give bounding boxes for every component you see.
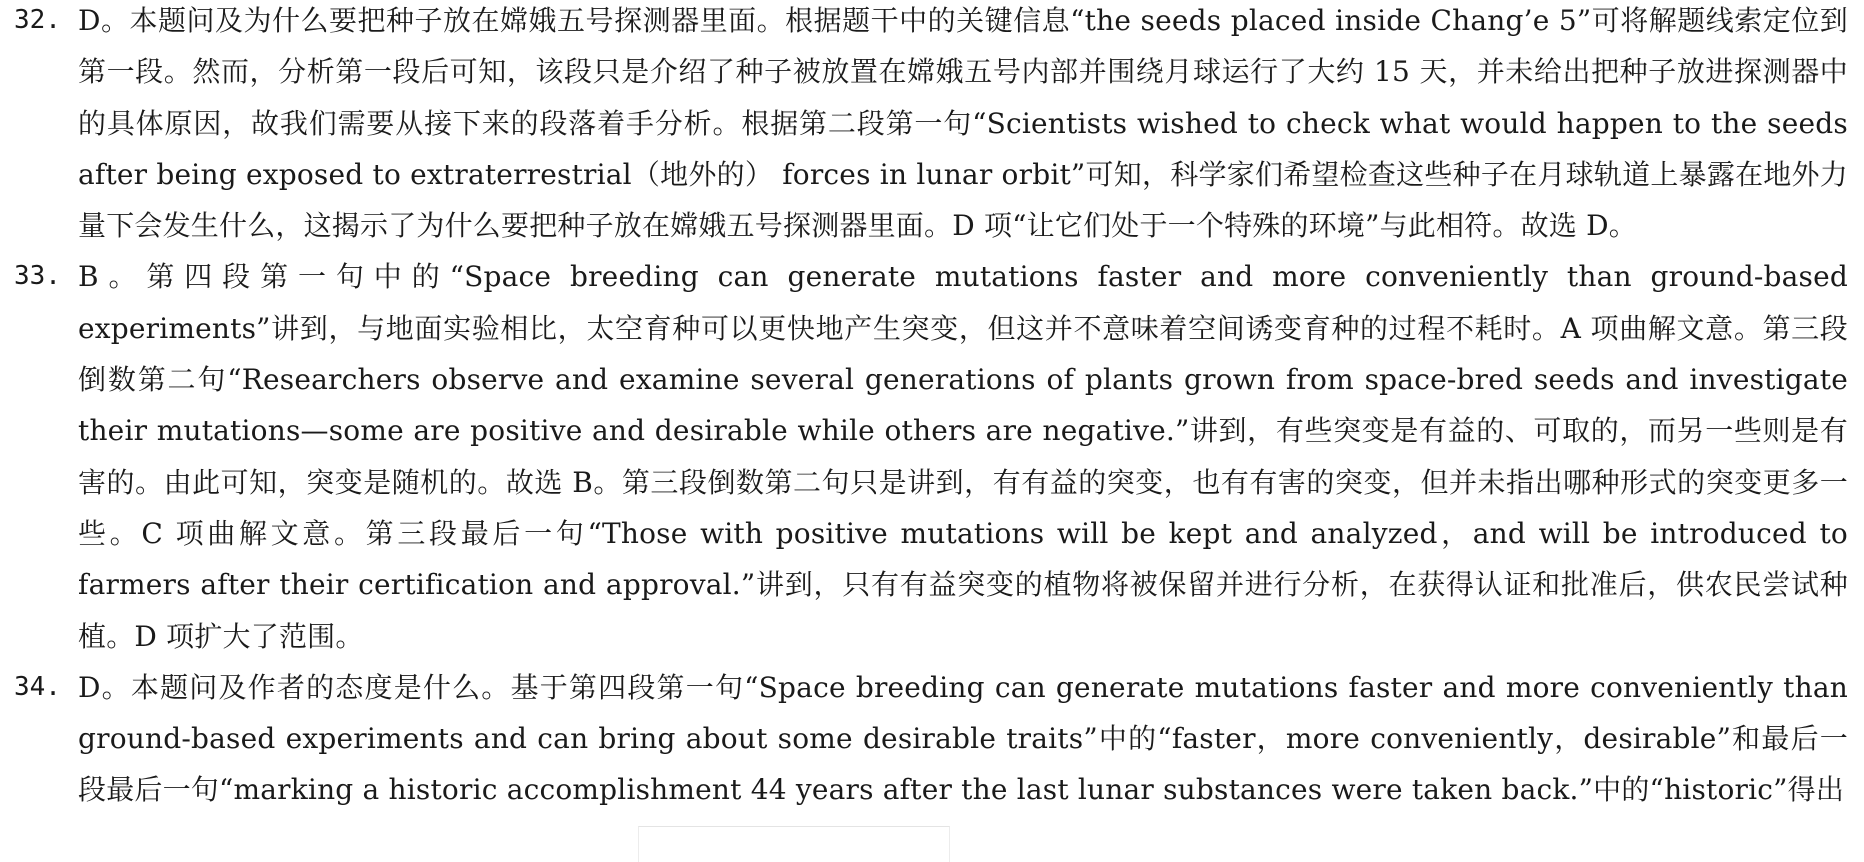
answer-item-33 (0, 251, 1864, 661)
question-number: 34. (14, 671, 61, 702)
explanation-text: B。第四段第一句中的“Space breeding can generate mutations faster and more conveniently than ground-based experiments”讲到，与地面实验相比，太空育种可以更快地产生突变，但这并不意味着空间诱变育种的过程不耗时。A 项曲解文意。第三段倒数第二句“Researchers observe and examine several generations of plants grown from space-bred seeds and investigate their mutations—some are positive and desirable while others are negative.”讲到，有些突变是有益的、可取的，而另一些则是有害的。由此可知，突变是随机的。故选 B。第三段倒数第二句只是讲到，有有益的突变，也有有害的突变，但并未指出哪种形式的突变更多一些。C 项曲解文意。第三段最后一句“Those with positive mutations will be kept and analyzed，and will be introduced to farmers after their certification and approval.”讲到，只有有益突变的植物将被保留并进行分析，在获得认证和批准后，供农民尝试种植。D 项扩大了范围。 (78, 260, 1848, 653)
question-number: 32. (14, 5, 61, 35)
explanation-text: D。本题问及作者的态度是什么。基于第四段第一句“Space breeding can generate mutations faster and more conveniently than ground-based experiments and can bring about some desirable traits”中的“faster，more conveniently，desirable”和最后一段最后一句“marking a historic accomplishment 44 years after the last lunar substances were taken back.”中的“historic”得出 (78, 670, 1848, 807)
explanation-text: D。本题问及为什么要把种子放在嫦娥五号探测器里面。根据题干中的关键信息“the seeds placed inside Chang’e 5”可将解题线索定位到第一段。然而，分析第一段后可知，该段只是介绍了种子被放置在嫦娥五号内部并围绕月球运行了大约 15 天，并未给出把种子放进探测器中的具体原因，故我们需要从接下来的段落着手分析。根据第二段第一句“Scientists wished to check what would happen to the seeds after being exposed to extraterrestrial（地外的） forces in lunar orbit”可知，科学家们希望检查这些种子在月球轨道上暴露在地外力量下会发生什么，这揭示了为什么要把种子放在嫦娥五号探测器里面。D 项“让它们处于一个特殊的环境”与此相符。故选 D。 (78, 4, 1848, 243)
scan-artifact-box (638, 826, 950, 862)
answer-item-34 (0, 662, 1864, 816)
answer-item-32 (0, 0, 1864, 251)
question-number: 33. (14, 261, 61, 292)
